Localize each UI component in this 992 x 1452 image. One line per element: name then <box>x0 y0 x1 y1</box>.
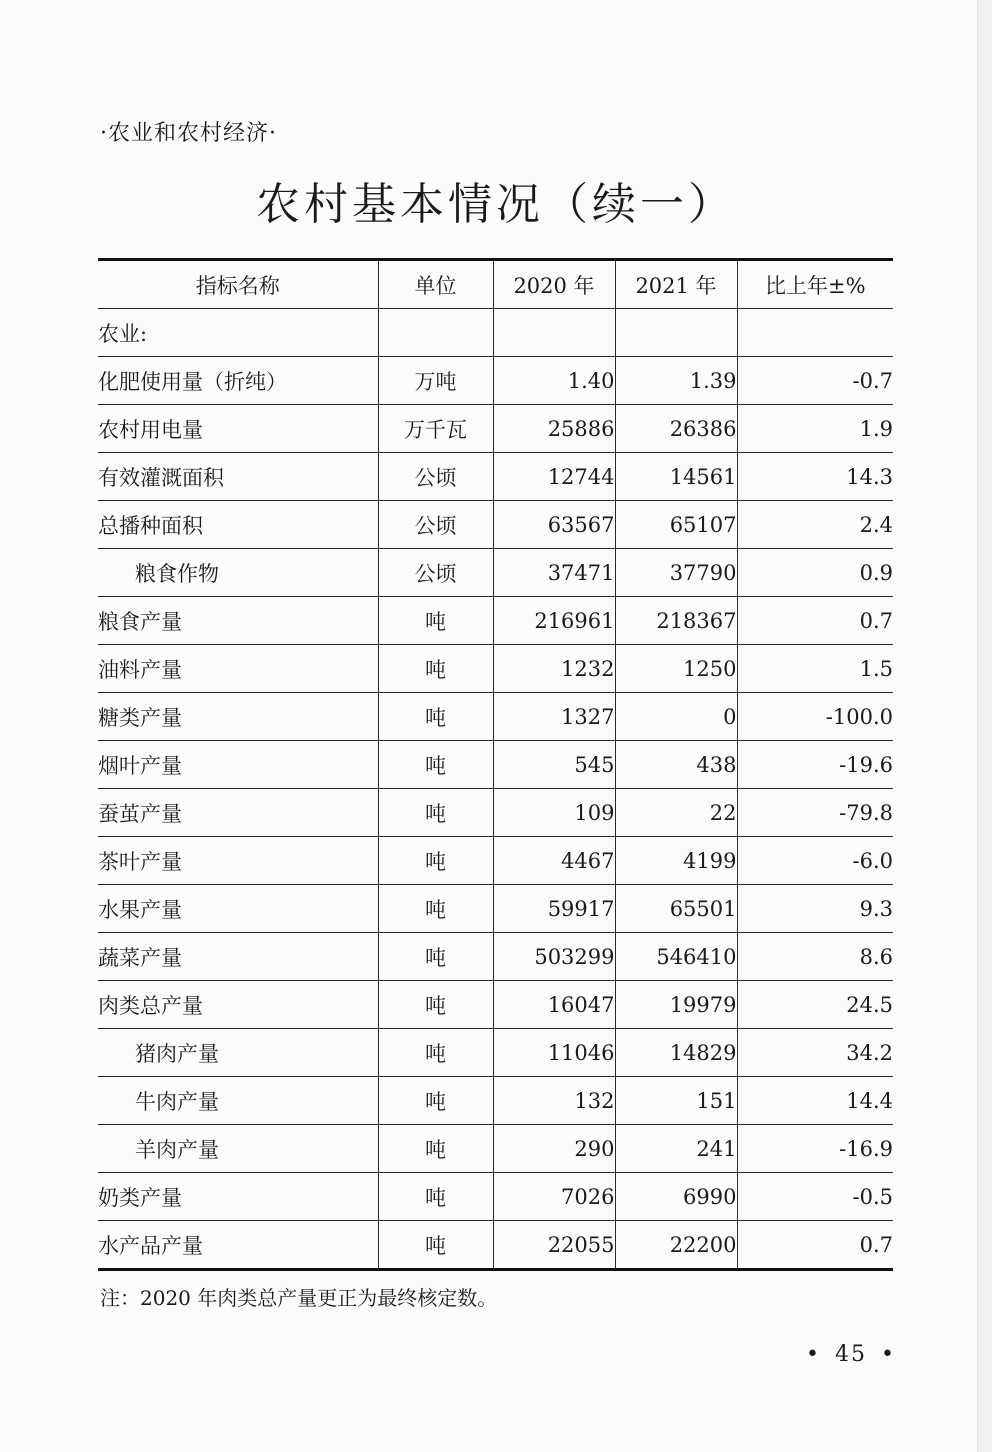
cell-unit: 吨 <box>378 1221 493 1270</box>
cell-indicator-name: 粮食产量 <box>98 597 378 645</box>
header-indicator-name: 指标名称 <box>98 260 378 309</box>
header-unit: 单位 <box>378 260 493 309</box>
cell-value-2021: 14561 <box>615 453 737 501</box>
cell-indicator-name: 牛肉产量 <box>98 1077 378 1125</box>
table-row <box>98 501 893 549</box>
cell-value-2020: 25886 <box>493 405 615 453</box>
cell-value-2021: 22200 <box>615 1221 737 1270</box>
table-row <box>98 1077 893 1125</box>
section-label: ·农业和农村经济· <box>100 121 277 146</box>
table-row <box>98 1125 893 1173</box>
cell-value-2021: 438 <box>615 741 737 789</box>
cell-change-percent: -79.8 <box>737 789 893 837</box>
cell-value-2020: 545 <box>493 741 615 789</box>
cell-indicator-name: 农村用电量 <box>98 405 378 453</box>
header-year-2021: 2021 年 <box>615 260 737 309</box>
cell-indicator-name: 粮食作物 <box>98 549 378 597</box>
cell-value-2020: 1232 <box>493 645 615 693</box>
cell-value-2021: 151 <box>615 1077 737 1125</box>
cell-change-percent: 1.9 <box>737 405 893 453</box>
header-change-percent: 比上年±% <box>737 260 893 309</box>
cell-change-percent: -100.0 <box>737 693 893 741</box>
page-title: 农村基本情况（续一） <box>256 179 736 230</box>
cell-unit: 公顷 <box>378 453 493 501</box>
cell-change-percent: 1.5 <box>737 645 893 693</box>
cell-unit: 万千瓦 <box>378 405 493 453</box>
cell-unit: 吨 <box>378 1077 493 1125</box>
header-year-2020: 2020 年 <box>493 260 615 309</box>
cell-value-2021 <box>615 309 737 357</box>
cell-change-percent: -6.0 <box>737 837 893 885</box>
table-row <box>98 981 893 1029</box>
table-row <box>98 453 893 501</box>
cell-indicator-name: 蚕茧产量 <box>98 789 378 837</box>
cell-value-2020: 290 <box>493 1125 615 1173</box>
cell-value-2020: 1.40 <box>493 357 615 405</box>
cell-unit: 吨 <box>378 1125 493 1173</box>
cell-unit: 吨 <box>378 789 493 837</box>
cell-value-2021: 241 <box>615 1125 737 1173</box>
cell-value-2021: 1.39 <box>615 357 737 405</box>
cell-change-percent <box>737 309 893 357</box>
cell-indicator-name: 茶叶产量 <box>98 837 378 885</box>
table-row <box>98 405 893 453</box>
cell-indicator-name: 糖类产量 <box>98 693 378 741</box>
cell-value-2020: 4467 <box>493 837 615 885</box>
cell-value-2021: 6990 <box>615 1173 737 1221</box>
cell-unit: 吨 <box>378 597 493 645</box>
cell-value-2021: 65107 <box>615 501 737 549</box>
cell-value-2020: 12744 <box>493 453 615 501</box>
cell-value-2021: 546410 <box>615 933 737 981</box>
table-row <box>98 357 893 405</box>
cell-change-percent: 0.7 <box>737 597 893 645</box>
cell-unit: 公顷 <box>378 501 493 549</box>
cell-change-percent: 14.4 <box>737 1077 893 1125</box>
cell-value-2021: 0 <box>615 693 737 741</box>
table-header-row <box>98 260 893 309</box>
table-row <box>98 1221 893 1270</box>
cell-unit: 吨 <box>378 741 493 789</box>
table-row <box>98 741 893 789</box>
cell-value-2020: 63567 <box>493 501 615 549</box>
cell-value-2021: 218367 <box>615 597 737 645</box>
table-row <box>98 837 893 885</box>
cell-indicator-name: 农业: <box>98 309 378 357</box>
page-number-footer <box>792 1342 910 1367</box>
cell-value-2020 <box>493 309 615 357</box>
bullet-icon: • <box>880 1342 896 1367</box>
cell-change-percent: 0.7 <box>737 1221 893 1270</box>
table-row <box>98 789 893 837</box>
cell-indicator-name: 水果产量 <box>98 885 378 933</box>
cell-change-percent: 8.6 <box>737 933 893 981</box>
table-row <box>98 549 893 597</box>
cell-unit: 吨 <box>378 981 493 1029</box>
cell-unit: 吨 <box>378 1029 493 1077</box>
table-row <box>98 309 893 357</box>
cell-indicator-name: 肉类总产量 <box>98 981 378 1029</box>
cell-value-2020: 59917 <box>493 885 615 933</box>
cell-change-percent: -16.9 <box>737 1125 893 1173</box>
cell-value-2021: 1250 <box>615 645 737 693</box>
cell-unit: 吨 <box>378 645 493 693</box>
cell-indicator-name: 总播种面积 <box>98 501 378 549</box>
cell-change-percent: 24.5 <box>737 981 893 1029</box>
cell-value-2021: 19979 <box>615 981 737 1029</box>
cell-value-2020: 109 <box>493 789 615 837</box>
cell-unit: 吨 <box>378 693 493 741</box>
cell-indicator-name: 羊肉产量 <box>98 1125 378 1173</box>
cell-indicator-name: 油料产量 <box>98 645 378 693</box>
table-row <box>98 693 893 741</box>
cell-indicator-name: 猪肉产量 <box>98 1029 378 1077</box>
cell-unit: 吨 <box>378 1173 493 1221</box>
cell-value-2020: 7026 <box>493 1173 615 1221</box>
cell-change-percent: -0.7 <box>737 357 893 405</box>
cell-value-2020: 1327 <box>493 693 615 741</box>
cell-indicator-name: 有效灌溉面积 <box>98 453 378 501</box>
cell-change-percent: 9.3 <box>737 885 893 933</box>
cell-value-2021: 26386 <box>615 405 737 453</box>
cell-value-2020: 22055 <box>493 1221 615 1270</box>
cell-unit: 公顷 <box>378 549 493 597</box>
cell-value-2020: 11046 <box>493 1029 615 1077</box>
cell-unit <box>378 309 493 357</box>
cell-change-percent: -19.6 <box>737 741 893 789</box>
page-number: 45 <box>834 1342 867 1367</box>
cell-unit: 万吨 <box>378 357 493 405</box>
table-row <box>98 1173 893 1221</box>
table-row <box>98 933 893 981</box>
cell-value-2021: 65501 <box>615 885 737 933</box>
table-row <box>98 597 893 645</box>
cell-value-2021: 37790 <box>615 549 737 597</box>
cell-unit: 吨 <box>378 837 493 885</box>
cell-change-percent: 34.2 <box>737 1029 893 1077</box>
statistics-table <box>98 258 893 1271</box>
bullet-icon: • <box>806 1342 821 1367</box>
cell-indicator-name: 水产品产量 <box>98 1221 378 1270</box>
table-body <box>98 309 893 1270</box>
cell-change-percent: 2.4 <box>737 501 893 549</box>
cell-value-2020: 216961 <box>493 597 615 645</box>
cell-change-percent: 0.9 <box>737 549 893 597</box>
cell-value-2020: 37471 <box>493 549 615 597</box>
table-row <box>98 1029 893 1077</box>
cell-unit: 吨 <box>378 885 493 933</box>
cell-value-2020: 16047 <box>493 981 615 1029</box>
cell-indicator-name: 蔬菜产量 <box>98 933 378 981</box>
cell-change-percent: 14.3 <box>737 453 893 501</box>
cell-unit: 吨 <box>378 933 493 981</box>
cell-value-2021: 22 <box>615 789 737 837</box>
cell-value-2021: 4199 <box>615 837 737 885</box>
cell-change-percent: -0.5 <box>737 1173 893 1221</box>
footnote: 注：2020 年肉类总产量更正为最终核定数。 <box>100 1286 498 1310</box>
table-row <box>98 645 893 693</box>
cell-value-2021: 14829 <box>615 1029 737 1077</box>
table-row <box>98 885 893 933</box>
cell-indicator-name: 化肥使用量（折纯） <box>98 357 378 405</box>
cell-indicator-name: 奶类产量 <box>98 1173 378 1221</box>
cell-value-2020: 132 <box>493 1077 615 1125</box>
cell-indicator-name: 烟叶产量 <box>98 741 378 789</box>
cell-value-2020: 503299 <box>493 933 615 981</box>
